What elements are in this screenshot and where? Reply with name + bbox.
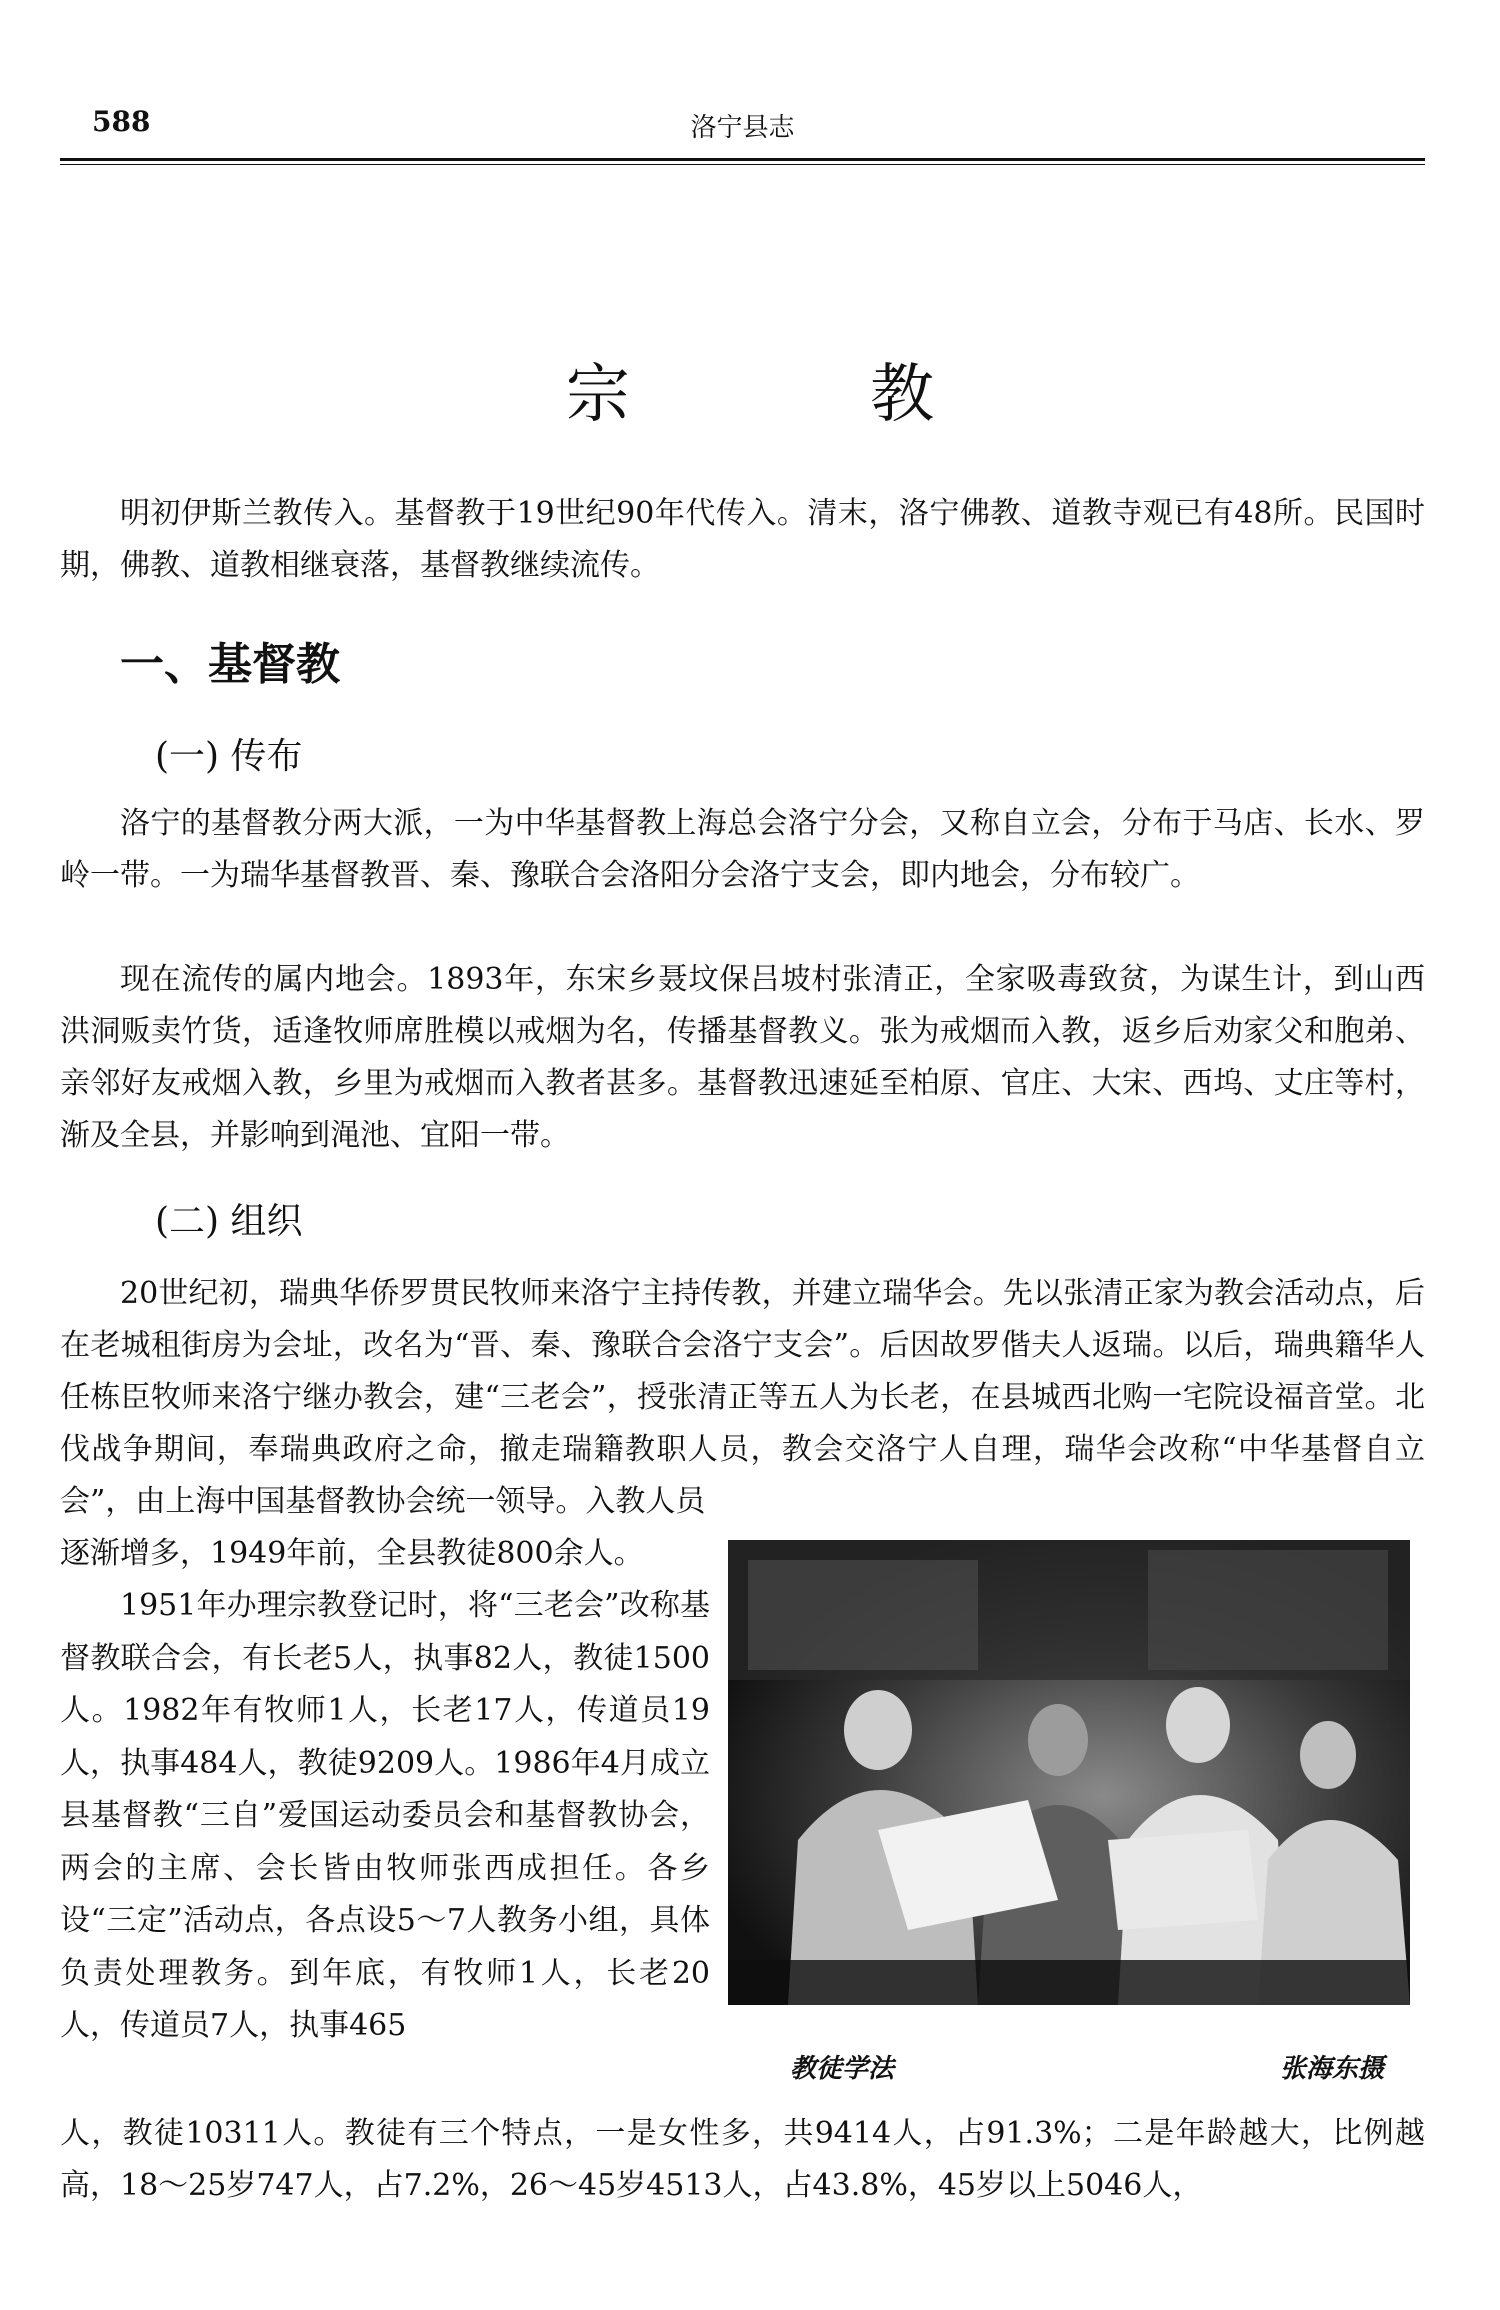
running-title: 洛宁县志	[690, 113, 795, 143]
organization-paragraph-2-end: 人，教徒10311人。教徒有三个特点，一是女性多，共9414人，占91.3%；二是年龄越大，比例越高，18～25岁747人，占7.2%，26～45岁4513人，占43.8%，45岁以上5046人，	[60, 2116, 1425, 2203]
spread-paragraph-1: 洛宁的基督教分两大派，一为中华基督教上海总会洛宁分会，又称自立会，分布于马店、长水、罗岭一带。一为瑞华基督教晋、秦、豫联合会洛阳分会洛宁支会，即内地会，分布较广。	[60, 806, 1425, 893]
photo-believers-studying	[728, 1540, 1410, 2005]
intro-paragraph: 明初伊斯兰教传入。基督教于19世纪90年代传入。清末，洛宁佛教、道教寺观已有48所。民国时期，佛教、道教相继衰落，基督教继续流传。	[60, 496, 1425, 583]
chapter-title: 宗 教	[565, 357, 1045, 432]
photo-credit: 张海东摄	[1280, 2054, 1385, 2084]
organization-paragraph-1-end: 逐渐增多，1949年前，全县教徒800余人。	[60, 1536, 644, 1571]
photo-image	[728, 1540, 1410, 2005]
subsection-heading-spread: (一) 传布	[155, 736, 303, 777]
page-number: 588	[92, 105, 151, 138]
photo-caption: 教徒学法	[790, 2054, 895, 2084]
organization-paragraph-1: 20世纪初，瑞典华侨罗贯民牧师来洛宁主持传教，并建立瑞华会。先以张清正家为教会活动点，后在老城租街房为会址，改名为“晋、秦、豫联合会洛宁支会”。后因故罗偕夫人返瑞。以后，瑞典籍华人任栋臣牧师来洛宁继办教会，建“三老会”，授张清正等五人为长老，在县城西北购一宅院设福音堂。北伐战争期间，奉瑞典政府之命，撤走瑞籍教职人员，教会交洛宁人自理，瑞华会改称“中华基督自立会”，由上海中国基督教协会统一领导。入教人员	[60, 1276, 1425, 1519]
organization-paragraph-2: 1951年办理宗教登记时，将“三老会”改称基督教联合会，有长老5人，执事82人，教徒1500人。1982年有牧师1人，长老17人，传道员19人，执事484人，教徒9209人。1986年4月成立县基督教“三自”爱国运动委员会和基督教协会，两会的主席、会长皆由牧师张西成担任。各乡设“三定”活动点，各点设5～7人教务小组，具体负责处理教务。到年底，有牧师1人，长老20人，传道员7人，执事465	[60, 1588, 710, 2043]
section-heading-christianity: 一、基督教	[120, 639, 340, 690]
header-rule	[60, 158, 1425, 165]
spread-paragraph-2: 现在流传的属内地会。1893年，东宋乡聂坟保吕坡村张清正，全家吸毒致贫，为谋生计，到山西洪洞贩卖竹货，适逢牧师席胜模以戒烟为名，传播基督教义。张为戒烟而入教，返乡后劝家父和胞弟、亲邻好友戒烟入教，乡里为戒烟而入教者甚多。基督教迅速延至柏原、官庄、大宋、西坞、丈庄等村，渐及全县，并影响到渑池、宜阳一带。	[60, 962, 1425, 1153]
subsection-heading-organization: (二) 组织	[155, 1201, 303, 1242]
page-header	[60, 105, 1425, 145]
